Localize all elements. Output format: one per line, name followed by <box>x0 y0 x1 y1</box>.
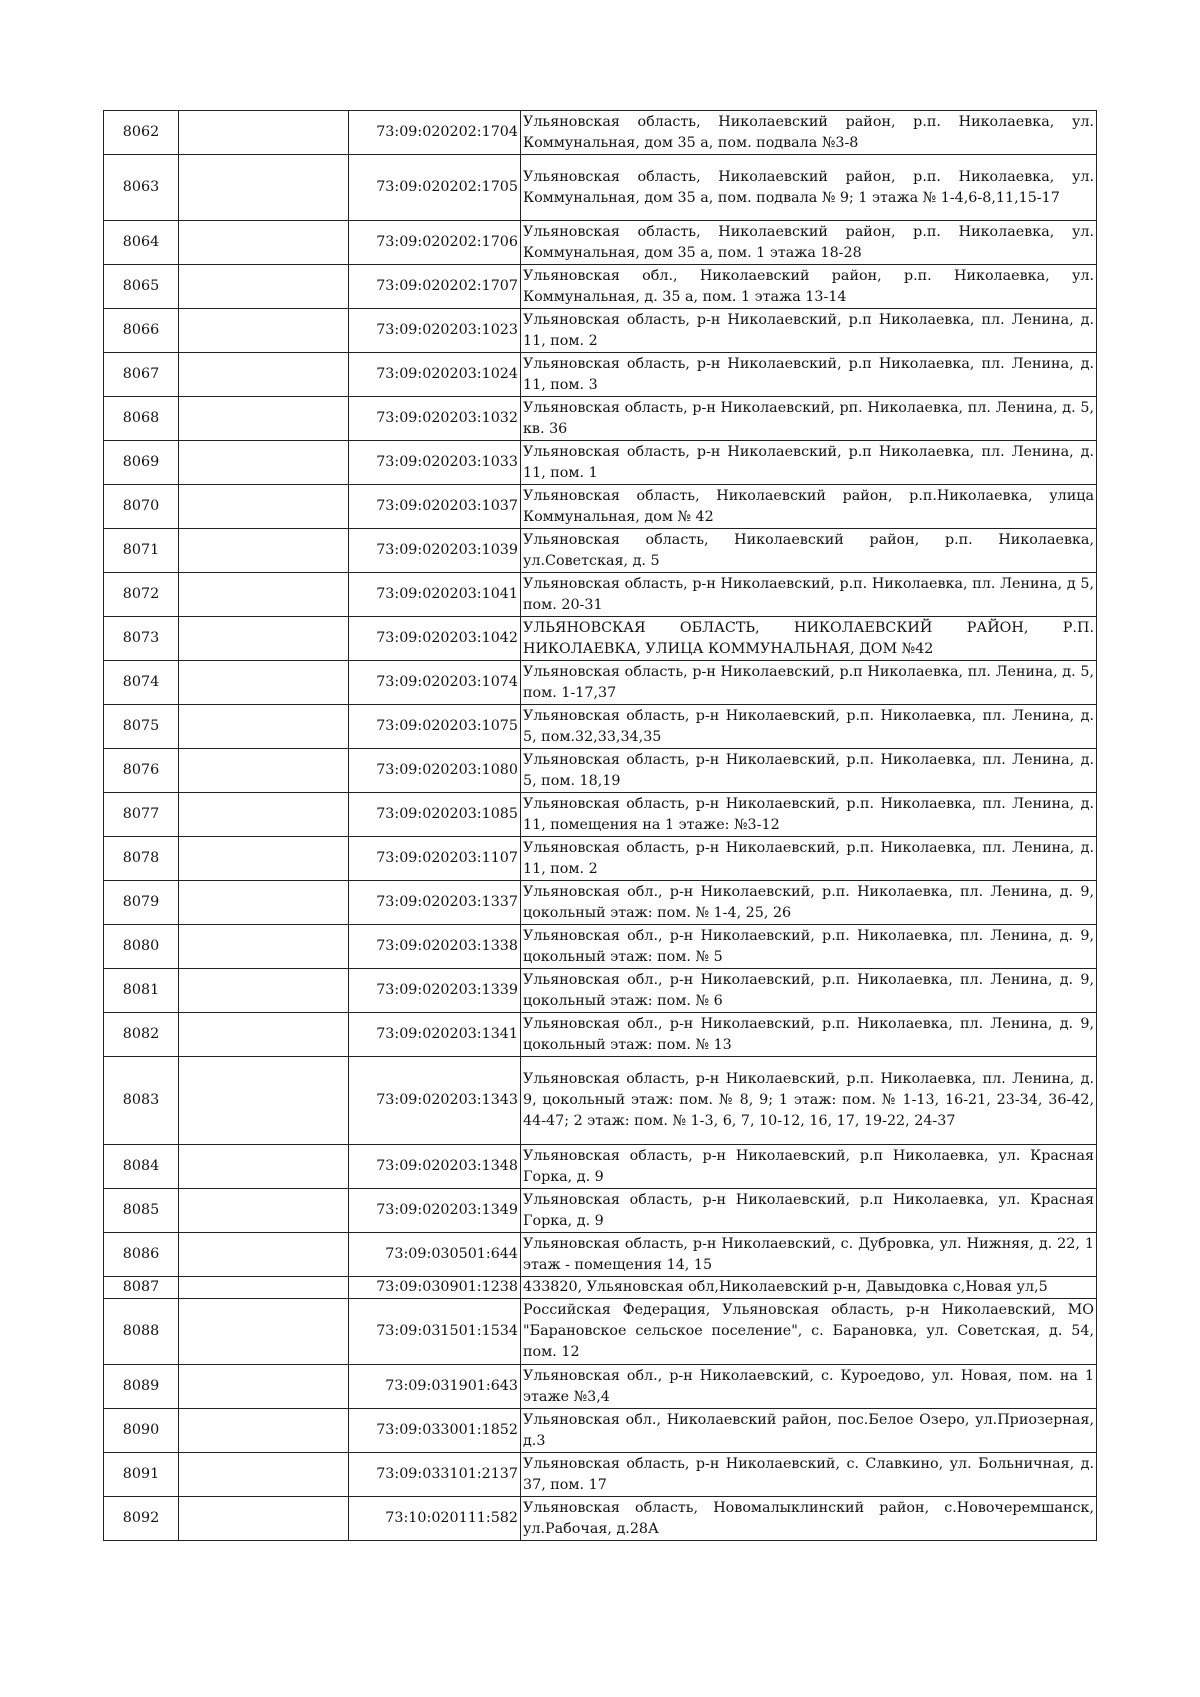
empty-cell <box>179 793 349 837</box>
cadastral-number: 73:09:020203:1341 <box>349 1013 521 1057</box>
table-row <box>104 265 1097 309</box>
address-cell: Ульяновская область, р-н Николаевский, р.п. Николаевка, пл. Ленина, д 5, пом. 20-31 <box>521 573 1097 617</box>
empty-cell <box>179 1409 349 1453</box>
row-number: 8066 <box>104 309 179 353</box>
table-row <box>104 1299 1097 1365</box>
address-cell: Ульяновская область, р-н Николаевский, р.п Николаевка, ул. Красная Горка, д. 9 <box>521 1145 1097 1189</box>
empty-cell <box>179 111 349 155</box>
table-row <box>104 1233 1097 1277</box>
property-registry-table <box>103 110 1097 1541</box>
empty-cell <box>179 925 349 969</box>
cadastral-number: 73:09:020203:1107 <box>349 837 521 881</box>
address-cell: Ульяновская область, р-н Николаевский, с. Славкино, ул. Больничная, д. 37, пом. 17 <box>521 1453 1097 1497</box>
table-row <box>104 221 1097 265</box>
row-number: 8082 <box>104 1013 179 1057</box>
row-number: 8073 <box>104 617 179 661</box>
empty-cell <box>179 1365 349 1409</box>
row-number: 8079 <box>104 881 179 925</box>
row-number: 8092 <box>104 1497 179 1541</box>
cadastral-number: 73:09:020203:1075 <box>349 705 521 749</box>
address-cell: Ульяновская область, Николаевский район, р.п.Николаевка, улица Коммунальная, дом № 42 <box>521 485 1097 529</box>
address-cell: Ульяновская обл., р-н Николаевский, р.п. Николаевка, пл. Ленина, д. 9, цокольный этаж: пом. № 6 <box>521 969 1097 1013</box>
table-row <box>104 749 1097 793</box>
empty-cell <box>179 309 349 353</box>
cadastral-number: 73:09:020203:1348 <box>349 1145 521 1189</box>
empty-cell <box>179 397 349 441</box>
address-cell: Ульяновская обл., р-н Николаевский, р.п. Николаевка, пл. Ленина, д. 9, цокольный этаж: пом. № 5 <box>521 925 1097 969</box>
row-number: 8080 <box>104 925 179 969</box>
empty-cell <box>179 749 349 793</box>
cadastral-number: 73:09:031501:1534 <box>349 1299 521 1365</box>
address-cell: Ульяновская область, р-н Николаевский, с. Дубровка, ул. Нижняя, д. 22, 1 этаж - помещения 14, 15 <box>521 1233 1097 1277</box>
empty-cell <box>179 573 349 617</box>
table-row <box>104 793 1097 837</box>
empty-cell <box>179 837 349 881</box>
table-row <box>104 111 1097 155</box>
empty-cell <box>179 1189 349 1233</box>
cadastral-number: 73:09:031901:643 <box>349 1365 521 1409</box>
table-row <box>104 881 1097 925</box>
table-row <box>104 397 1097 441</box>
empty-cell <box>179 265 349 309</box>
table-row <box>104 441 1097 485</box>
cadastral-number: 73:09:020203:1338 <box>349 925 521 969</box>
table-row <box>104 1189 1097 1233</box>
cadastral-number: 73:09:030901:1238 <box>349 1277 521 1299</box>
cadastral-number: 73:09:020203:1037 <box>349 485 521 529</box>
row-number: 8067 <box>104 353 179 397</box>
table-row <box>104 837 1097 881</box>
cadastral-number: 73:09:020203:1039 <box>349 529 521 573</box>
table-row <box>104 925 1097 969</box>
row-number: 8062 <box>104 111 179 155</box>
empty-cell <box>179 441 349 485</box>
address-cell: Ульяновская область, р-н Николаевский, р.п Николаевка, ул. Красная Горка, д. 9 <box>521 1189 1097 1233</box>
cadastral-number: 73:09:020202:1704 <box>349 111 521 155</box>
table-row <box>104 1145 1097 1189</box>
empty-cell <box>179 1145 349 1189</box>
row-number: 8088 <box>104 1299 179 1365</box>
table-row <box>104 1409 1097 1453</box>
row-number: 8074 <box>104 661 179 705</box>
empty-cell <box>179 705 349 749</box>
address-cell: Ульяновская область, р-н Николаевский, р.п. Николаевка, пл. Ленина, д. 9, цокольный этаж: пом. № 8, 9; 1 этаж: пом. № 1-13, 16-21, 23-34, 36-42, 44-47; 2 этаж: пом. № 1-3, 6, 7, 10-12, 16, 17, 19-22, 24-37 <box>521 1057 1097 1145</box>
empty-cell <box>179 617 349 661</box>
row-number: 8081 <box>104 969 179 1013</box>
row-number: 8086 <box>104 1233 179 1277</box>
address-cell: Ульяновская область, Николаевский район, р.п. Николаевка, ул. Коммунальная, дом 35 а, пом. подвала № 9; 1 этажа № 1-4,6-8,11,15-17 <box>521 155 1097 221</box>
table-row <box>104 1057 1097 1145</box>
cadastral-number: 73:09:020203:1032 <box>349 397 521 441</box>
empty-cell <box>179 1299 349 1365</box>
row-number: 8078 <box>104 837 179 881</box>
address-cell: Ульяновская область, р-н Николаевский, р.п. Николаевка, пл. Ленина, д. 5, пом.32,33,34,35 <box>521 705 1097 749</box>
cadastral-number: 73:10:020111:582 <box>349 1497 521 1541</box>
address-cell: Ульяновская обл., р-н Николаевский, с. Куроедово, ул. Новая, пом. на 1 этаже №3,4 <box>521 1365 1097 1409</box>
address-cell: Ульяновская область, Николаевский район, р.п. Николаевка, ул.Советская, д. 5 <box>521 529 1097 573</box>
cadastral-number: 73:09:030501:644 <box>349 1233 521 1277</box>
row-number: 8085 <box>104 1189 179 1233</box>
table-row <box>104 969 1097 1013</box>
address-cell: Ульяновская область, р-н Николаевский, р.п Николаевка, пл. Ленина, д. 11, пом. 3 <box>521 353 1097 397</box>
row-number: 8077 <box>104 793 179 837</box>
row-number: 8069 <box>104 441 179 485</box>
row-number: 8083 <box>104 1057 179 1145</box>
address-cell: Ульяновская область, р-н Николаевский, р.п. Николаевка, пл. Ленина, д. 5, пом. 18,19 <box>521 749 1097 793</box>
cadastral-number: 73:09:020203:1339 <box>349 969 521 1013</box>
registry-body <box>104 111 1097 1541</box>
address-cell: Ульяновская область, Николаевский район, р.п. Николаевка, ул. Коммунальная, дом 35 а, пом. подвала №3-8 <box>521 111 1097 155</box>
table-row <box>104 1365 1097 1409</box>
address-cell: УЛЬЯНОВСКАЯ ОБЛАСТЬ, НИКОЛАЕВСКИЙ РАЙОН, Р.П. НИКОЛАЕВКА, УЛИЦА КОММУНАЛЬНАЯ, ДОМ №42 <box>521 617 1097 661</box>
row-number: 8091 <box>104 1453 179 1497</box>
table-row <box>104 309 1097 353</box>
cadastral-number: 73:09:020203:1343 <box>349 1057 521 1145</box>
empty-cell <box>179 881 349 925</box>
row-number: 8070 <box>104 485 179 529</box>
address-cell: Российская Федерация, Ульяновская область, р-н Николаевский, МО "Барановское сельское поселение", с. Барановка, ул. Советская, д. 54, пом. 12 <box>521 1299 1097 1365</box>
cadastral-number: 73:09:020203:1349 <box>349 1189 521 1233</box>
address-cell: Ульяновская область, р-н Николаевский, р.п. Николаевка, пл. Ленина, д. 11, помещения на 1 этаже: №3-12 <box>521 793 1097 837</box>
cadastral-number: 73:09:020203:1033 <box>349 441 521 485</box>
row-number: 8087 <box>104 1277 179 1299</box>
empty-cell <box>179 661 349 705</box>
address-cell: 433820, Ульяновская обл,Николаевский р-н, Давыдовка с,Новая ул,5 <box>521 1277 1097 1299</box>
table-row <box>104 705 1097 749</box>
table-row <box>104 529 1097 573</box>
row-number: 8071 <box>104 529 179 573</box>
cadastral-number: 73:09:020203:1085 <box>349 793 521 837</box>
cadastral-number: 73:09:020203:1041 <box>349 573 521 617</box>
address-cell: Ульяновская обл., Николаевский район, р.п. Николаевка, ул. Коммунальная, д. 35 а, пом. 1 этажа 13-14 <box>521 265 1097 309</box>
address-cell: Ульяновская область, р-н Николаевский, р.п Николаевка, пл. Ленина, д. 11, пом. 1 <box>521 441 1097 485</box>
row-number: 8075 <box>104 705 179 749</box>
empty-cell <box>179 485 349 529</box>
cadastral-number: 73:09:020202:1705 <box>349 155 521 221</box>
table-row <box>104 573 1097 617</box>
address-cell: Ульяновская область, Новомалыклинский район, с.Новочеремшанск, ул.Рабочая, д.28А <box>521 1497 1097 1541</box>
empty-cell <box>179 1453 349 1497</box>
address-cell: Ульяновская область, р-н Николаевский, р.п Николаевка, пл. Ленина, д. 11, пом. 2 <box>521 309 1097 353</box>
address-cell: Ульяновская область, р-н Николаевский, р.п Николаевка, пл. Ленина, д. 5, пом. 1-17,37 <box>521 661 1097 705</box>
table-row <box>104 661 1097 705</box>
row-number: 8063 <box>104 155 179 221</box>
cadastral-number: 73:09:020203:1023 <box>349 309 521 353</box>
cadastral-number: 73:09:020203:1024 <box>349 353 521 397</box>
empty-cell <box>179 529 349 573</box>
empty-cell <box>179 969 349 1013</box>
row-number: 8064 <box>104 221 179 265</box>
empty-cell <box>179 1057 349 1145</box>
empty-cell <box>179 1233 349 1277</box>
address-cell: Ульяновская обл., р-н Николаевский, р.п. Николаевка, пл. Ленина, д. 9, цокольный этаж: пом. № 13 <box>521 1013 1097 1057</box>
cadastral-number: 73:09:020203:1042 <box>349 617 521 661</box>
row-number: 8065 <box>104 265 179 309</box>
empty-cell <box>179 1497 349 1541</box>
address-cell: Ульяновская область, Николаевский район, р.п. Николаевка, ул. Коммунальная, дом 35 а, пом. 1 этажа 18-28 <box>521 221 1097 265</box>
table-row <box>104 1013 1097 1057</box>
cadastral-number: 73:09:020203:1080 <box>349 749 521 793</box>
table-row <box>104 617 1097 661</box>
address-cell: Ульяновская обл., Николаевский район, пос.Белое Озеро, ул.Приозерная, д.3 <box>521 1409 1097 1453</box>
empty-cell <box>179 353 349 397</box>
empty-cell <box>179 1013 349 1057</box>
cadastral-number: 73:09:020202:1706 <box>349 221 521 265</box>
row-number: 8072 <box>104 573 179 617</box>
table-row <box>104 353 1097 397</box>
cadastral-number: 73:09:020203:1337 <box>349 881 521 925</box>
empty-cell <box>179 1277 349 1299</box>
row-number: 8076 <box>104 749 179 793</box>
row-number: 8090 <box>104 1409 179 1453</box>
table-row <box>104 155 1097 221</box>
table-row <box>104 1453 1097 1497</box>
empty-cell <box>179 155 349 221</box>
table-row <box>104 1277 1097 1299</box>
empty-cell <box>179 221 349 265</box>
cadastral-number: 73:09:020202:1707 <box>349 265 521 309</box>
table-row <box>104 1497 1097 1541</box>
cadastral-number: 73:09:033101:2137 <box>349 1453 521 1497</box>
address-cell: Ульяновская область, р-н Николаевский, рп. Николаевка, пл. Ленина, д. 5, кв. 36 <box>521 397 1097 441</box>
address-cell: Ульяновская обл., р-н Николаевский, р.п. Николаевка, пл. Ленина, д. 9, цокольный этаж: пом. № 1-4, 25, 26 <box>521 881 1097 925</box>
row-number: 8068 <box>104 397 179 441</box>
row-number: 8084 <box>104 1145 179 1189</box>
row-number: 8089 <box>104 1365 179 1409</box>
table-row <box>104 485 1097 529</box>
cadastral-number: 73:09:033001:1852 <box>349 1409 521 1453</box>
cadastral-number: 73:09:020203:1074 <box>349 661 521 705</box>
address-cell: Ульяновская область, р-н Николаевский, р.п. Николаевка, пл. Ленина, д. 11, пом. 2 <box>521 837 1097 881</box>
